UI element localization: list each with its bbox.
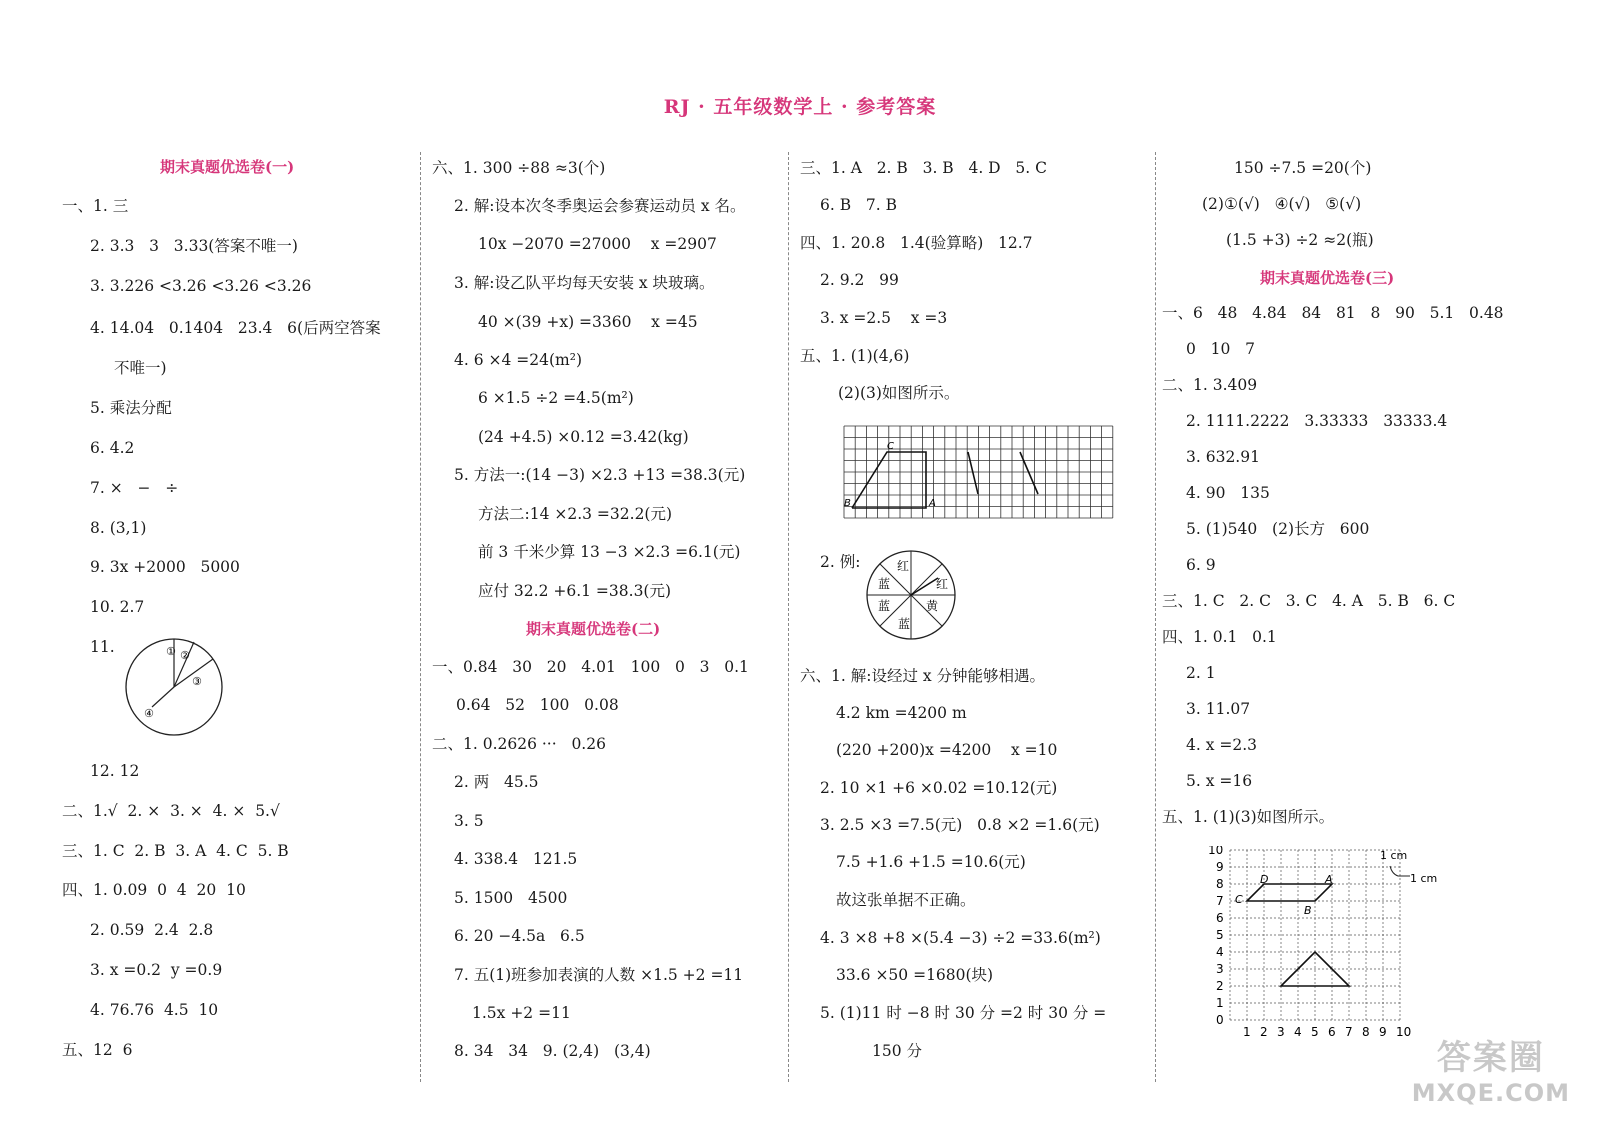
answer-line: 40 ×(39 +x) =3360 x =45 (478, 313, 698, 331)
answer-column-4 (1162, 150, 1558, 1090)
answer-line: 8. 34 34 9. (2,4) (3,4) (454, 1042, 651, 1060)
answer-line: 二、1. 3.409 (1162, 376, 1258, 394)
spinner-label: 黄 (926, 599, 939, 613)
answer-line: 0.64 52 100 0.08 (456, 696, 619, 714)
answer-line: 3. 5 (454, 812, 484, 830)
answer-line: 5. 1500 4500 (454, 889, 568, 907)
grid-point-label: A (929, 498, 936, 509)
answer-line: 2. 9.2 99 (820, 271, 899, 289)
unit-label: 1 cm (1380, 849, 1408, 862)
answer-line: 4. 90 135 (1186, 484, 1270, 502)
answer-column-1 (62, 150, 417, 1090)
answer-line: 1.5x +2 =11 (472, 1004, 571, 1022)
x-tick-label: 5 (1311, 1025, 1319, 1039)
y-tick-label: 10 (1208, 846, 1224, 857)
y-tick-label: 7 (1216, 894, 1224, 908)
watermark-url: MXQE.COM (1411, 1079, 1570, 1107)
grid-diagram (842, 424, 1126, 524)
column-divider (788, 152, 789, 1082)
answer-line: 7. × − ÷ (90, 479, 179, 497)
y-tick-label: 2 (1216, 979, 1224, 993)
answer-line: 一、0.84 30 20 4.01 100 0 3 0.1 (432, 658, 749, 676)
answer-line: 4. 76.76 4.5 10 (90, 1001, 219, 1019)
answer-line: 五、12 6 (62, 1041, 133, 1059)
y-tick-label: 5 (1216, 928, 1224, 942)
answer-line: 方法二:14 ×2.3 =32.2(元) (478, 505, 673, 523)
spinner-label: 蓝 (878, 577, 891, 591)
answer-line: 9. 3x +2000 5000 (90, 558, 240, 576)
watermark-logo (1412, 1030, 1570, 1107)
answer-line: 4.2 km =4200 m (836, 704, 967, 722)
answer-line: 2. 10 ×1 +6 ×0.02 =10.12(元) (820, 779, 1058, 797)
answer-line: 四、1. 0.09 0 4 20 10 (62, 881, 246, 899)
answer-line: 33.6 ×50 =1680(块) (836, 966, 994, 984)
answer-line: 故这张单据不正确。 (836, 891, 976, 909)
answer-line: 10x −2070 =27000 x =2907 (478, 235, 717, 253)
x-tick-label: 9 (1379, 1025, 1387, 1039)
answer-line: (2)(3)如图所示。 (838, 384, 960, 402)
y-tick-label: 4 (1216, 945, 1224, 959)
answer-line: 五、1. (1)(3)如图所示。 (1162, 808, 1335, 826)
answer-line: 二、1.√ 2. × 3. × 4. × 5.√ (62, 802, 280, 820)
answer-line: (2)①(√) ④(√) ⑤(√) (1202, 195, 1362, 213)
x-tick-label: 6 (1328, 1025, 1336, 1039)
x-tick-label: 10 (1396, 1025, 1412, 1039)
graph-point-label: A (1325, 873, 1333, 886)
x-tick-label: 3 (1277, 1025, 1285, 1039)
answer-line: 二、1. 0.2626 ··· 0.26 (432, 735, 606, 753)
answer-line: 三、1. C 2. B 3. A 4. C 5. B (62, 842, 289, 860)
answer-line: 5. (1)540 (2)长方 600 (1186, 520, 1370, 538)
y-tick-label: 6 (1216, 911, 1224, 925)
x-tick-label: 8 (1362, 1025, 1370, 1039)
page-title: RJ · 五年级数学上 · 参考答案 (663, 96, 937, 118)
answer-line: 11. (90, 638, 115, 656)
answer-column-2 (432, 150, 784, 1090)
column-divider (420, 152, 421, 1082)
answer-line: 六、1. 300 ÷88 ≈3(个) (432, 159, 606, 177)
answer-line: 6. 4.2 (90, 439, 135, 457)
answer-line: 不唯一) (114, 359, 167, 377)
answer-line: 150 分 (872, 1042, 923, 1060)
answer-column-3 (800, 150, 1152, 1090)
answer-line: 3. 3.226 <3.26 <3.26 <3.26 (90, 277, 312, 295)
spinner-label: 红 (936, 577, 949, 591)
pie-diagram (122, 635, 226, 739)
coordinate-graph (1204, 846, 1474, 1056)
answer-line: 五、1. (1)(4,6) (800, 347, 910, 365)
grid-point-label: B (844, 498, 851, 509)
watermark-text: 答案圈 (1436, 1038, 1545, 1078)
answer-line: 150 ÷7.5 =20(个) (1234, 159, 1372, 177)
answer-line: 12. 12 (90, 762, 140, 780)
answer-line: 四、1. 0.1 0.1 (1162, 628, 1277, 646)
answer-line: 2. 0.59 2.4 2.8 (90, 921, 214, 939)
y-tick-label: 9 (1216, 860, 1224, 874)
answer-line: 2. 两 45.5 (454, 773, 539, 791)
y-tick-label: 3 (1216, 962, 1224, 976)
answer-line: 2. 1111.2222 3.33333 33333.4 (1186, 412, 1448, 430)
x-tick-label: 1 (1243, 1025, 1251, 1039)
column-divider (1155, 152, 1156, 1082)
pie-label: ① (166, 645, 176, 658)
answer-line: 2. 3.3 3 3.33(答案不唯一) (90, 237, 298, 255)
answer-line: 2. 例: (820, 553, 861, 571)
answer-line: 四、1. 20.8 1.4(验算略) 12.7 (800, 234, 1033, 252)
answer-line: (220 +200)x =4200 x =10 (836, 741, 1058, 759)
answer-line: 7.5 +1.6 +1.5 =10.6(元) (836, 853, 1026, 871)
answer-line: 三、1. C 2. C 3. C 4. A 5. B 6. C (1162, 592, 1456, 610)
section-title: 期末真题优选卷(一) (160, 158, 295, 176)
answer-line: 应付 32.2 +6.1 =38.3(元) (478, 582, 672, 600)
spinner-label: 蓝 (878, 599, 891, 613)
answer-line: 5. (1)11 时 −8 时 30 分 =2 时 30 分 = (820, 1004, 1107, 1022)
answer-line: 0 10 7 (1186, 340, 1256, 358)
answer-line: 三、1. A 2. B 3. B 4. D 5. C (800, 159, 1047, 177)
answer-line: 4. 6 ×4 =24(m²) (454, 351, 582, 369)
y-tick-label: 1 (1216, 996, 1224, 1010)
y-tick-label: 0 (1216, 1013, 1224, 1027)
answer-line: 6. B 7. B (820, 196, 897, 214)
answer-line: (24 +4.5) ×0.12 =3.42(kg) (478, 428, 689, 446)
answer-line: 3. x =2.5 x =3 (820, 309, 948, 327)
graph-point-label: D (1260, 873, 1269, 886)
pie-label: ② (180, 649, 190, 662)
answer-line: 5. x =16 (1186, 772, 1253, 790)
spinner-label: 红 (897, 559, 910, 573)
graph-point-label: B (1304, 904, 1312, 917)
answer-line: 4. x =2.3 (1186, 736, 1258, 754)
answer-line: 3. 11.07 (1186, 700, 1251, 718)
answer-line: 8. (3,1) (90, 519, 147, 537)
answer-line: (1.5 +3) ÷2 ≈2(瓶) (1226, 231, 1374, 249)
answer-line: 六、1. 解:设经过 x 分钟能够相遇。 (800, 667, 1046, 685)
answer-line: 3. 解:设乙队平均每天安装 x 块玻璃。 (454, 274, 715, 292)
answer-line: 6. 20 −4.5a 6.5 (454, 927, 585, 945)
answer-line: 一、6 48 4.84 84 81 8 90 5.1 0.48 (1162, 304, 1504, 322)
answer-line: 3. 632.91 (1186, 448, 1260, 466)
section-title: 期末真题优选卷(三) (1260, 269, 1395, 287)
answer-line: 4. 14.04 0.1404 23.4 6(后两空答案 (90, 319, 381, 337)
answer-line: 3. 2.5 ×3 =7.5(元) 0.8 ×2 =1.6(元) (820, 816, 1100, 834)
answer-line: 4. 338.4 121.5 (454, 850, 578, 868)
pie-label: ③ (192, 675, 202, 688)
answer-line: 5. 乘法分配 (90, 399, 172, 417)
answer-line: 7. 五(1)班参加表演的人数 ×1.5 +2 =11 (454, 966, 744, 984)
x-tick-label: 4 (1294, 1025, 1302, 1039)
unit-label: 1 cm (1410, 872, 1438, 885)
x-tick-label: 7 (1345, 1025, 1353, 1039)
answer-line: 6 ×1.5 ÷2 =4.5(m²) (478, 389, 634, 407)
answer-line: 10. 2.7 (90, 598, 145, 616)
pie-label: ④ (144, 707, 154, 720)
answer-line: 一、1. 三 (62, 197, 129, 215)
spinner-diagram (864, 548, 958, 642)
answer-line: 4. 3 ×8 +8 ×(5.4 −3) ÷2 =33.6(m²) (820, 929, 1101, 947)
section-title: 期末真题优选卷(二) (526, 620, 661, 638)
y-tick-label: 8 (1216, 877, 1224, 891)
spinner-label: 蓝 (898, 617, 911, 631)
graph-point-label: C (1235, 893, 1243, 906)
answer-line: 6. 9 (1186, 556, 1216, 574)
x-tick-label: 2 (1260, 1025, 1268, 1039)
answer-line: 5. 方法一:(14 −3) ×2.3 +13 =38.3(元) (454, 466, 746, 484)
answer-line: 3. x =0.2 y =0.9 (90, 961, 223, 979)
answer-line: 前 3 千米少算 13 −3 ×2.3 =6.1(元) (478, 543, 741, 561)
answer-line: 2. 解:设本次冬季奥运会参赛运动员 x 名。 (454, 197, 746, 215)
grid-point-label: C (887, 441, 894, 452)
answer-line: 2. 1 (1186, 664, 1216, 682)
